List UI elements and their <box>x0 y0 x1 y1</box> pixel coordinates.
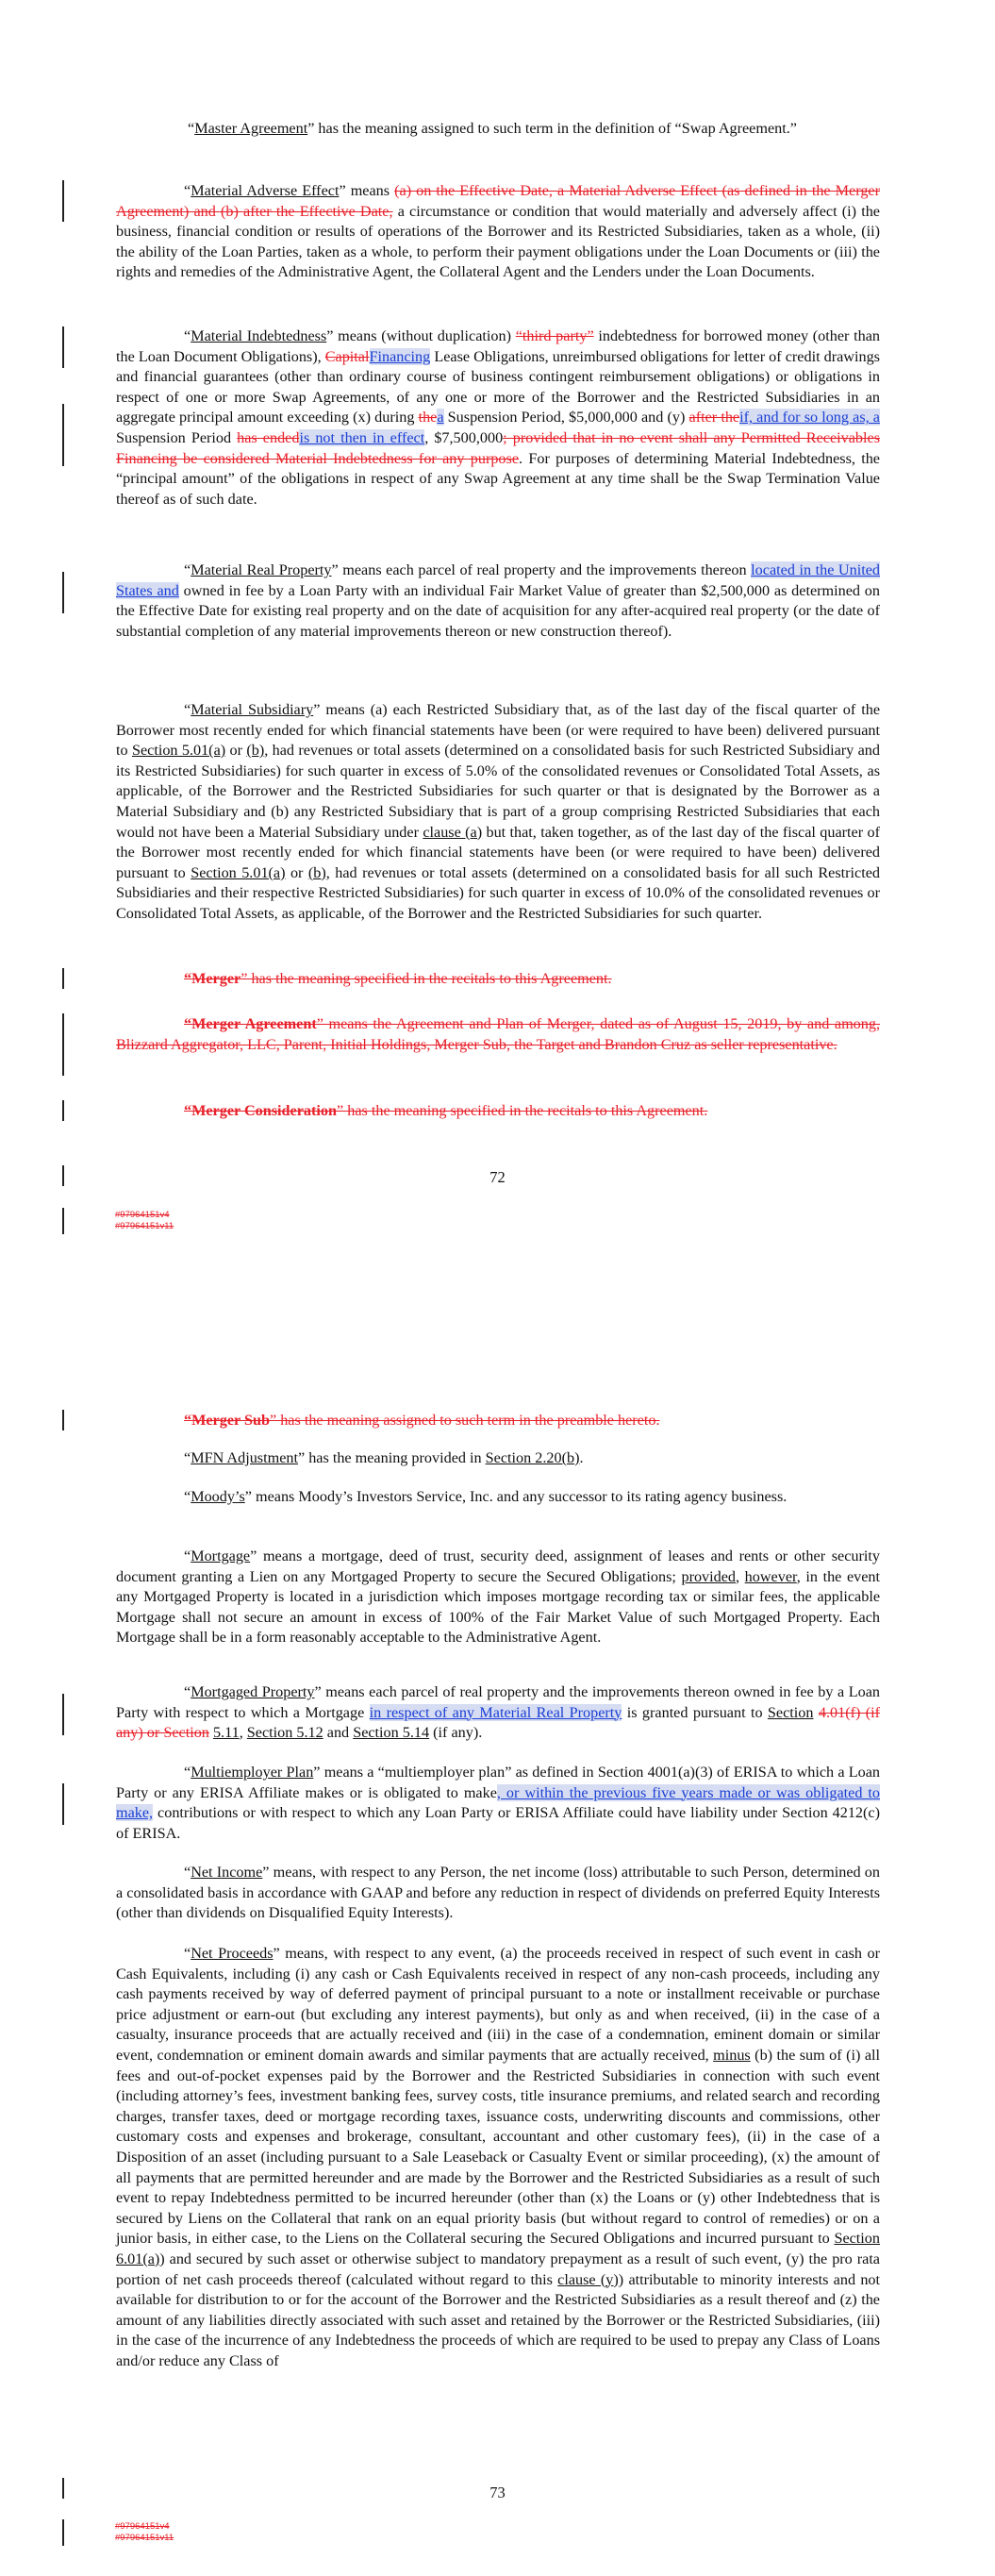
document-page-73 <box>0 1387 995 2576</box>
deleted-text: the <box>418 409 438 427</box>
defined-term: Moody’s <box>191 1488 245 1505</box>
section-reference: clause (y) <box>557 2270 619 2288</box>
deleted-text: Capital <box>324 347 370 365</box>
inserted-text: in respect of any Material Real Property <box>369 1703 622 1721</box>
inserted-text: a <box>437 409 444 427</box>
defined-term: MFN Adjustment <box>191 1449 298 1466</box>
revision-bar <box>62 968 64 989</box>
definition-mortgage: “Mortgage” means a mortgage, deed of trust, security deed, assignment of leases and rents or other security document granting a Lien on any Mortgaged Property to secure the Secured Obligations; provided, however, in the event any Mortgaged Property is located in a jurisdiction which imposes mortgage recording tax or similar fees, the applicable Mortgage shall not secure an amount in excess of 100% of the Fair Market Value of such Mortgaged Property. Each Mortgage shall be in a form reasonably acceptable to the Administrative Agent. <box>116 1547 880 1647</box>
inserted-text: Financing <box>369 347 431 365</box>
section-reference: Section 5.01(a) <box>191 863 286 881</box>
definition-merger-agreement: “Merger Agreement” means the Agreement and Plan of Merger, dated as of August 15, 2019, by and among, Blizzard Aggregator, LLC, Parent, Initial Holdings, Merger Sub, the Target and Brandon Cruz as seller representative. <box>116 1015 880 1053</box>
inserted-text: located in the United States and <box>116 561 880 599</box>
inserted-text: , or within the previous five years made or was obligated to make, <box>116 1783 880 1822</box>
page-number: 73 <box>489 2484 506 2501</box>
definition-mortgaged-property: “Mortgaged Property” means each parcel of real property and the improvements thereon owned in fee by a Loan Party with respect to which a Mortgage in respect of any Material Real Property is granted pursuant to Section 4.01(f) (if any) or Section 5.11, Section 5.12 and Section 5.14 (if any). <box>116 1683 881 1742</box>
section-reference: clause (a) <box>423 823 483 841</box>
defined-term: Material Subsidiary <box>191 701 314 718</box>
revision-bar <box>62 1100 64 1121</box>
defined-term: Merger Consideration <box>191 1102 337 1119</box>
deleted-text: (a) on the Effective Date, a Material Adverse Effect (as defined in the Merger Agreement) and (b) after the Effective Date, <box>116 182 881 220</box>
defined-term: Material Indebtedness <box>191 327 327 344</box>
definition-material-real-property: “Material Real Property” means each parcel of real property and the improvements thereon located in the United States and owned in fee by a Loan Party with an individual Fair Market Value of greater than $2,500,000 as determined on the Effective Date for existing real property and on the date of acquisition for any after-acquired real property (or the date of substantial completion of any material improvements thereon or new construction thereof). <box>116 561 880 640</box>
definition-merger-consideration: “Merger Consideration” has the meaning specified in the recitals to this Agreement. <box>184 1102 708 1119</box>
defined-term: Net Income <box>191 1864 263 1881</box>
defined-term: Mortgaged Property <box>191 1683 315 1700</box>
section-reference: Section <box>767 1703 814 1721</box>
defined-term: Merger <box>191 970 241 987</box>
definition-mfn-adjustment: “MFN Adjustment” has the meaning provided in Section 2.20(b). <box>184 1449 584 1466</box>
defined-term: Multiemployer Plan <box>191 1764 314 1781</box>
defined-term: Master Agreement <box>194 120 308 137</box>
revision-bar <box>62 572 64 613</box>
section-reference: Section 6.01(a) <box>116 2230 880 2267</box>
revision-bar <box>62 1783 64 1825</box>
inserted-text: is not then in effect <box>299 428 425 446</box>
revision-bar <box>62 2519 64 2546</box>
definition-moodys: “Moody’s” means Moody’s Investors Service, Inc. and any successor to its rating agency business. <box>184 1488 788 1505</box>
section-reference: Section 2.20(b) <box>485 1449 580 1466</box>
definition-material-adverse-effect: “Material Adverse Effect” means (a) on the Effective Date, a Material Adverse Effect (as defined in the Merger Agreement) and (b) after the Effective Date, a circumstance or condition that would materially and adversely affect (i) the business, financial condition or results of operations of the Borrower and its Restricted Subsidiaries, taken as a whole, (ii) the ability of the Loan Parties, taken as a whole, to perform their payment obligations under the Loan Documents or (iii) the rights and remedies of the Administrative Agent, the Collateral Agent and the Lenders under the Loan Documents. <box>116 182 881 281</box>
document-page-72 <box>0 0 995 1264</box>
section-reference: Section 5.12 <box>246 1724 323 1742</box>
definition-merger-sub: “Merger Sub” has the meaning assigned to such term in the preamble hereto. <box>184 1412 660 1429</box>
revision-bar <box>62 1208 64 1234</box>
deleted-text: 4.01(f) (if any) or Section <box>116 1703 881 1742</box>
section-reference: 5.11 <box>212 1724 240 1742</box>
section-reference: (b) <box>246 742 265 760</box>
defined-term: Merger Agreement <box>191 1015 317 1032</box>
document-id-new: #97964151v11 <box>115 1221 174 1231</box>
definition-multiemployer-plan: “Multiemployer Plan” means a “multiemployer plan” as defined in Section 4001(a)(3) of ERISA to which a Loan Party or any ERISA Affiliate makes or is obligated to make, or within the previous five years made or was obligated to make, contributions or with respect to which any Loan Party or ERISA Affiliate could have liability under Section 4212(c) of ERISA. <box>116 1764 881 1842</box>
revision-bar <box>62 1694 64 1735</box>
defined-term: Merger Sub <box>191 1412 270 1429</box>
definition-material-indebtedness: “Material Indebtedness” means (without duplication) “third party” indebtedness for borrowed money (other than the Loan Document Obligations), CapitalFinancing Lease Obligations, unreimbursed obligations for letter of credit drawings and financial guarantees (other than ordinary course of business contingent reimbursement obligations) or obligations in respect of one or more Swap Agreements, of any one or more of the Borrower and the Restricted Subsidiaries in an aggregate principal amount exceeding (x) during thea Suspension Period, $5,000,000 and (y) after theif, and for so long as, a Suspension Period has endedis not then in effect, $7,500,000; provided that in no event shall any Permitted Receivables Financing be considered Material Indebtedness for any purpose. For purposes of determining Material Indebtedness, the “principal amount” of the obligations in respect of any Swap Agreement at any time shall be the Swap Termination Value thereof as of such date. <box>116 327 881 508</box>
revision-bar <box>62 1410 64 1430</box>
section-reference: Section 5.01(a) <box>131 742 226 760</box>
deleted-text: ; provided that in no event shall any Permitted Receivables Financing be considered Material Indebtedness for any purpose <box>116 428 881 467</box>
defined-term: Material Adverse Effect <box>191 182 340 199</box>
inserted-text: if, and for so long as, a <box>739 409 880 427</box>
section-reference: Section 5.14 <box>353 1724 430 1742</box>
defined-term: Net Proceeds <box>191 1945 274 1962</box>
document-id-old: #97964151v4 <box>115 2521 170 2532</box>
definition-master-agreement: “Master Agreement” has the meaning assigned to such term in the definition of “Swap Agreement.” <box>188 120 797 137</box>
definition-material-subsidiary: “Material Subsidiary” means (a) each Restricted Subsidiary that, as of the last day of the fiscal quarter of the Borrower most recently ended for which financial statements have been (or were required to have been) delivered pursuant to Section 5.01(a) or (b), had revenues or total assets (determined on a consolidated basis for such Restricted Subsidiary and its Restricted Subsidiaries) for such quarter in excess of 5.0% of the consolidated revenues or Consolidated Total Assets, as applicable, of the Borrower and the Restricted Subsidiaries for such quarter or that is designated by the Borrower as a Material Subsidiary and (b) any Restricted Subsidiary that is part of a group comprising Restricted Subsidiaries that each would not have been a Material Subsidiary under clause (a) but that, taken together, as of the last day of the fiscal quarter of the Borrower most recently ended for which financial statements have been (or were required to have been) delivered pursuant to Section 5.01(a) or (b), had revenues or total assets (determined on a consolidated basis for all such Restricted Subsidiaries and their respective Restricted Subsidiaries) for such quarter in excess of 10.0% of the consolidated revenues or Consolidated Total Assets, as applicable, of the Borrower and the Restricted Subsidiaries for such quarter. <box>116 701 880 922</box>
document-id-old: #97964151v4 <box>115 1210 170 1220</box>
defined-term: Mortgage <box>191 1547 251 1564</box>
page-number: 72 <box>489 1168 506 1186</box>
deleted-text: “third party” <box>515 327 594 344</box>
revision-bar <box>62 1013 64 1076</box>
definition-net-proceeds: “Net Proceeds” means, with respect to any event, (a) the proceeds received in respect of such event in cash or Cash Equivalents, including (i) any cash or Cash Equivalents received in respect of any non-cash proceeds, including any cash payments received by way of deferred payment of principal pursuant to a note or installment receivable or purchase price adjustment or earn-out (but excluding any interest payments), but only as and when received, (ii) in the case of a casualty, insurance proceeds that are actually received and (iii) in the case of a condemnation, eminent domain or similar event, condemnation or eminent domain awards and similar payments that are actually received, minus (b) the sum of (i) all fees and out-of-pocket expenses paid by the Borrower and the Restricted Subsidiaries in connection with such event (including attorney’s fees, investment banking fees, survey costs, title insurance premiums, and related search and recording charges, transfer taxes, deed or mortgage recording taxes, issuance costs, underwriting discounts and commissions, other customary costs and expenses and brokerage, consultant, accountant and other customary fees), (ii) in the case of a Disposition of an asset (including pursuant to a Sale Leaseback or Casualty Event or similar proceeding), (x) the amount of all payments that are permitted hereunder and are made by the Borrower and the Restricted Subsidiaries as a result of such event to repay Indebtedness permitted to be incurred hereunder (other than (x) the Loans or (y) other Indebtedness that is secured by Liens on the Collateral that rank on an equal priority basis (but without regard to control of remedies) or on a junior basis, in either case, to the Liens on the Collateral securing the Secured Obligations and incurred pursuant to Section 6.01(a)) and secured by such asset or otherwise subject to mandatory prepayment as a result of such event, (y) the pro rata portion of net cash proceeds thereof (calculated without regard to this clause (y)) attributable to minority interests and not available for distribution to or for the account of the Borrower and the Restricted Subsidiaries as a result thereof and (z) the amount of any liabilities directly associated with such asset and retained by the Borrower or the Restricted Subsidiaries, (iii) in the case of the incurrence of any Indebtedness the proceeds of which are required to be used to prepay any Class of Loans and/or reduce any Class of <box>116 1945 881 2369</box>
revision-bar <box>62 180 64 222</box>
deleted-text: has ended <box>237 428 300 446</box>
section-reference: (b) <box>307 863 326 881</box>
definition-net-income: “Net Income” means, with respect to any Person, the net income (loss) attributable to such Person, determined on a consolidated basis in accordance with GAAP and before any reduction in respect of dividends on preferred Equity Interests (other than dividends on Disqualified Equity Interests). <box>116 1864 880 1922</box>
document-id-new: #97964151v11 <box>115 2533 174 2543</box>
revision-bar <box>62 326 64 368</box>
defined-term: Material Real Property <box>191 561 332 578</box>
revision-bar <box>62 404 64 466</box>
definition-merger: “Merger” has the meaning specified in the recitals to this Agreement. <box>184 970 612 987</box>
deleted-text: after the <box>688 409 740 427</box>
